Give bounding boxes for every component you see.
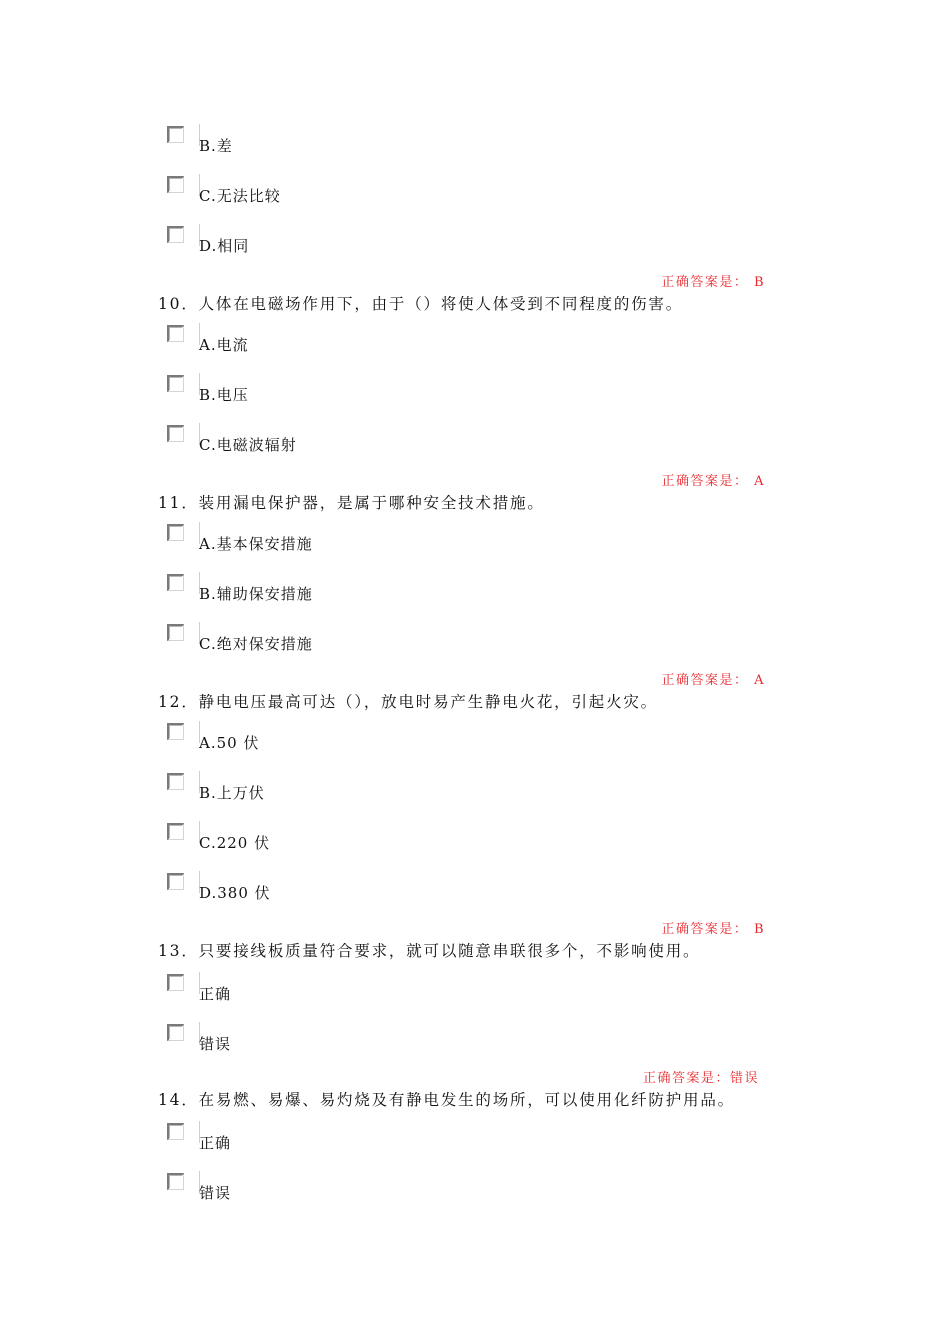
q9-correct-answer: 正确答案是： B xyxy=(661,275,765,290)
q13-text: 13．只要接线板质量符合要求，就可以随意串联很多个，不影响使用。 xyxy=(158,942,701,960)
checkbox-icon[interactable] xyxy=(167,1173,185,1191)
q10-option-c[interactable] xyxy=(167,425,297,454)
option-label: D.相同 xyxy=(199,237,250,255)
q12-correct-answer: 正确答案是： B xyxy=(661,922,765,937)
q11-option-a[interactable] xyxy=(167,524,313,553)
checkbox-icon[interactable] xyxy=(167,723,185,741)
option-label: 正确 xyxy=(199,985,232,1003)
q12-option-d[interactable] xyxy=(167,873,271,902)
checkbox-icon[interactable] xyxy=(167,126,185,144)
q11-option-b[interactable] xyxy=(167,574,313,603)
q12-text: 12．静电电压最高可达（），放电时易产生静电火花，引起火灾。 xyxy=(158,693,658,711)
option-label: B.辅助保安措施 xyxy=(199,585,313,603)
option-label: 错误 xyxy=(199,1184,232,1202)
q10-correct-answer: 正确答案是： A xyxy=(661,474,765,489)
q12-option-a[interactable] xyxy=(167,723,260,752)
q10-text: 10．人体在电磁场作用下，由于（）将使人体受到不同程度的伤害。 xyxy=(158,295,684,313)
q10-option-b[interactable] xyxy=(167,375,249,404)
option-label: A.电流 xyxy=(199,336,249,354)
option-label: B.上万伏 xyxy=(199,784,265,802)
checkbox-icon[interactable] xyxy=(167,1024,185,1042)
q13-option-false[interactable] xyxy=(167,1024,232,1053)
option-label: B.电压 xyxy=(199,386,249,404)
q13-correct-answer: 正确答案是：错误 xyxy=(642,1071,759,1086)
option-label: 错误 xyxy=(199,1035,232,1053)
checkbox-icon[interactable] xyxy=(167,176,185,194)
q12-option-c[interactable] xyxy=(167,823,271,852)
q14-option-false[interactable] xyxy=(167,1173,232,1202)
checkbox-icon[interactable] xyxy=(167,524,185,542)
checkbox-icon[interactable] xyxy=(167,624,185,642)
option-label: C.无法比较 xyxy=(199,187,281,205)
option-label: B.差 xyxy=(199,137,233,155)
q11-correct-answer: 正确答案是： A xyxy=(661,673,765,688)
q9-option-c[interactable] xyxy=(167,176,281,205)
q14-option-true[interactable] xyxy=(167,1123,232,1152)
option-label: C.绝对保安措施 xyxy=(199,635,313,653)
q9-option-b[interactable] xyxy=(167,126,233,155)
checkbox-icon[interactable] xyxy=(167,823,185,841)
checkbox-icon[interactable] xyxy=(167,773,185,791)
q14-text: 14．在易燃、易爆、易灼烧及有静电发生的场所，可以使用化纤防护用品。 xyxy=(158,1091,735,1109)
checkbox-icon[interactable] xyxy=(167,425,185,443)
checkbox-icon[interactable] xyxy=(167,325,185,343)
q11-option-c[interactable] xyxy=(167,624,313,653)
q9-option-d[interactable] xyxy=(167,226,250,255)
checkbox-icon[interactable] xyxy=(167,873,185,891)
checkbox-icon[interactable] xyxy=(167,1123,185,1141)
option-label: C.220 伏 xyxy=(199,834,271,852)
option-label: 正确 xyxy=(199,1134,232,1152)
q10-option-a[interactable] xyxy=(167,325,249,354)
option-label: C.电磁波辐射 xyxy=(199,436,297,454)
q11-text: 11．装用漏电保护器，是属于哪种安全技术措施。 xyxy=(158,494,545,512)
option-label: D.380 伏 xyxy=(199,884,271,902)
q13-option-true[interactable] xyxy=(167,974,232,1003)
checkbox-icon[interactable] xyxy=(167,375,185,393)
checkbox-icon[interactable] xyxy=(167,226,185,244)
checkbox-icon[interactable] xyxy=(167,974,185,992)
option-label: A.50 伏 xyxy=(199,734,260,752)
q12-option-b[interactable] xyxy=(167,773,265,802)
option-label: A.基本保安措施 xyxy=(199,535,313,553)
checkbox-icon[interactable] xyxy=(167,574,185,592)
